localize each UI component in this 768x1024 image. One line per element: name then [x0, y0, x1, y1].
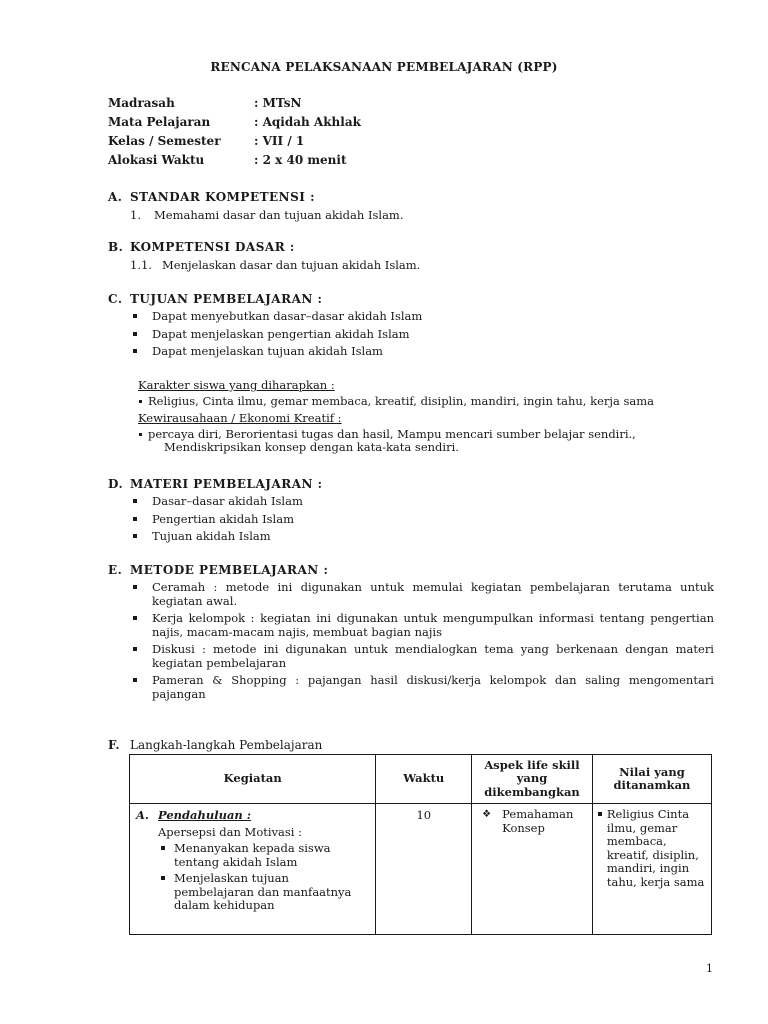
item-number: 1.: [130, 208, 141, 222]
list-item: [108, 530, 714, 544]
section-heading: [108, 240, 714, 258]
numbered-item: [108, 258, 714, 275]
info-label: Madrasah: [108, 96, 175, 110]
section-letter: E.: [108, 563, 123, 577]
list-item: [136, 872, 369, 913]
column-header-aspek: Aspek life skill yang dikembangkan: [472, 755, 593, 804]
table-row: [130, 804, 712, 935]
section-letter: A.: [108, 190, 123, 204]
karakter-text: Religius, Cinta ilmu, gemar membaca, kreatif, disiplin, mandiri, ingin tahu, kerja sama: [148, 394, 654, 408]
aspek-text: Pemahaman Konsep: [502, 807, 574, 835]
section-heading: [108, 292, 714, 310]
section-letter: C.: [108, 292, 123, 306]
section-tujuan-pembelajaran: [108, 292, 714, 363]
kewirausahaan-line-2: Mendiskripsikan konsep dengan kata-kata sendiri.: [164, 440, 459, 454]
square-bullet-icon: [597, 808, 607, 889]
table-header-row: [130, 755, 712, 804]
kewirausahaan-item: [138, 428, 714, 455]
column-header-nilai: Nilai yang ditanamkan: [592, 755, 711, 804]
list-item-text: Dapat menjelaskan tujuan akidah Islam: [152, 344, 383, 358]
list-item-text: Pengertian akidah Islam: [152, 511, 294, 526]
phase-heading: [136, 808, 369, 822]
info-row-kelas-semester: [108, 134, 361, 153]
item-text: Menjelaskan dasar dan tujuan akidah Islam.: [162, 258, 421, 272]
list-item-text: Dapat menjelaskan pengertian akidah Islam: [152, 326, 410, 341]
list-item: [108, 328, 714, 342]
item-text: Memahami dasar dan tujuan akidah Islam.: [154, 208, 404, 222]
aspek-cell: [472, 804, 593, 935]
square-bullet-icon: [130, 643, 152, 670]
document-title: RENCANA PELAKSANAAN PEMBELAJARAN (RPP): [210, 60, 558, 74]
section-standar-kompetensi: [108, 190, 714, 225]
list-item-text: Diskusi : metode ini digunakan untuk mendialogkan tema yang berkenaan dengan materi kegiatan pembelajaran: [152, 642, 714, 670]
section-title: TUJUAN PEMBELAJARAN :: [130, 292, 323, 306]
list-item: [136, 842, 369, 869]
section-title: METODE PEMBELAJARAN :: [130, 563, 329, 577]
kegiatan-cell: [130, 804, 376, 935]
apersepsi-label: Apersepsi dan Motivasi :: [158, 825, 303, 839]
section-metode-pembelajaran: [108, 563, 714, 705]
list-item: [108, 310, 714, 324]
phase-letter: A.: [136, 808, 149, 822]
waktu-cell: 10: [376, 804, 472, 935]
column-header-waktu: Waktu: [376, 755, 472, 804]
info-label: Kelas / Semester: [108, 134, 221, 148]
item-number: 1.1.: [130, 258, 152, 272]
info-label: Mata Pelajaran: [108, 115, 211, 129]
list-item: [108, 513, 714, 527]
info-value: : 2 x 40 menit: [254, 153, 347, 167]
info-value: : Aqidah Akhlak: [254, 115, 361, 129]
info-row-mata-pelajaran: [108, 115, 361, 134]
section-materi-pembelajaran: [108, 477, 714, 548]
kewirausahaan-label: Kewirausahaan / Ekonomi Kreatif :: [138, 410, 342, 425]
square-bullet-icon: [130, 674, 152, 701]
square-bullet-icon: [138, 428, 148, 455]
list-item-text: Dapat menyebutkan dasar–dasar akidah Islam: [152, 309, 423, 323]
square-bullet-icon: [158, 872, 174, 913]
section-heading: [108, 190, 714, 208]
list-item: [108, 345, 714, 359]
list-item-text: Kerja kelompok : kegiatan ini digunakan untuk mengumpulkan informasi tentang pengertian najis, macam-macam najis, membuat bagian najis: [152, 611, 714, 639]
square-bullet-icon: [130, 612, 152, 639]
section-heading: [108, 563, 714, 581]
list-item: [108, 612, 714, 639]
section-langkah-pembelajaran: [108, 738, 322, 752]
square-bullet-icon: [158, 842, 174, 869]
info-row-madrasah: [108, 96, 361, 115]
kewirausahaan-text: [148, 428, 714, 455]
square-bullet-icon: [130, 310, 152, 324]
square-bullet-icon: [138, 395, 148, 409]
square-bullet-icon: [130, 581, 152, 608]
list-item: [108, 643, 714, 670]
square-bullet-icon: [130, 513, 152, 527]
list-item-text: Menanyakan kepada siswa tentang akidah Islam: [174, 841, 331, 869]
phase-title: Pendahuluan :: [158, 808, 252, 822]
karakter-label: Karakter siswa yang diharapkan :: [138, 378, 335, 392]
square-bullet-icon: [130, 345, 152, 359]
list-item: [108, 674, 714, 701]
langkah-pembelajaran-table: [129, 754, 712, 935]
info-label: Alokasi Waktu: [108, 153, 205, 167]
square-bullet-icon: [130, 530, 152, 544]
info-value: : MTsN: [254, 96, 302, 110]
section-kompetensi-dasar: [108, 240, 714, 275]
section-title: Langkah-langkah Pembelajaran: [130, 738, 323, 752]
info-row-alokasi-waktu: [108, 153, 361, 172]
numbered-item: [108, 208, 714, 225]
info-value: : VII / 1: [254, 134, 305, 148]
section-letter: F.: [108, 738, 120, 752]
square-bullet-icon: [130, 495, 152, 509]
section-letter: D.: [108, 477, 124, 491]
list-item-text: Menjelaskan tujuan pembelajaran dan manfaatnya dalam kehidupan: [174, 871, 352, 912]
section-letter: B.: [108, 240, 124, 254]
karakter-item: [138, 395, 714, 409]
section-title: STANDAR KOMPETENSI :: [130, 190, 316, 204]
page-number: 1: [706, 962, 713, 975]
nilai-text: Religius Cinta ilmu, gemar membaca, kreatif, disiplin, mandiri, ingin tahu, kerja sama: [606, 807, 705, 889]
square-bullet-icon: [130, 328, 152, 342]
section-title: MATERI PEMBELAJARAN :: [130, 477, 323, 491]
list-item-text: Ceramah : metode ini digunakan untuk memulai kegiatan pembelajaran terutama untuk kegiatan awal.: [152, 580, 714, 608]
list-item: [108, 581, 714, 608]
karakter-block: [138, 378, 714, 455]
column-header-kegiatan: Kegiatan: [130, 755, 376, 804]
list-item-text: Pameran & Shopping : pajangan hasil diskusi/kerja kelompok dan saling mengomentari pajangan: [152, 673, 714, 701]
kewirausahaan-line-1: percaya diri, Berorientasi tugas dan hasil, Mampu mencari sumber belajar sendiri.,: [148, 426, 636, 441]
section-title: KOMPETENSI DASAR :: [130, 240, 295, 254]
nilai-cell: [592, 804, 711, 935]
list-item-text: Tujuan akidah Islam: [152, 529, 271, 543]
list-item-text: Dasar–dasar akidah Islam: [152, 494, 303, 508]
section-heading: [108, 477, 714, 495]
list-item: [108, 495, 714, 509]
header-info: [108, 96, 361, 172]
diamond-bullet-icon: ❖: [482, 809, 492, 820]
